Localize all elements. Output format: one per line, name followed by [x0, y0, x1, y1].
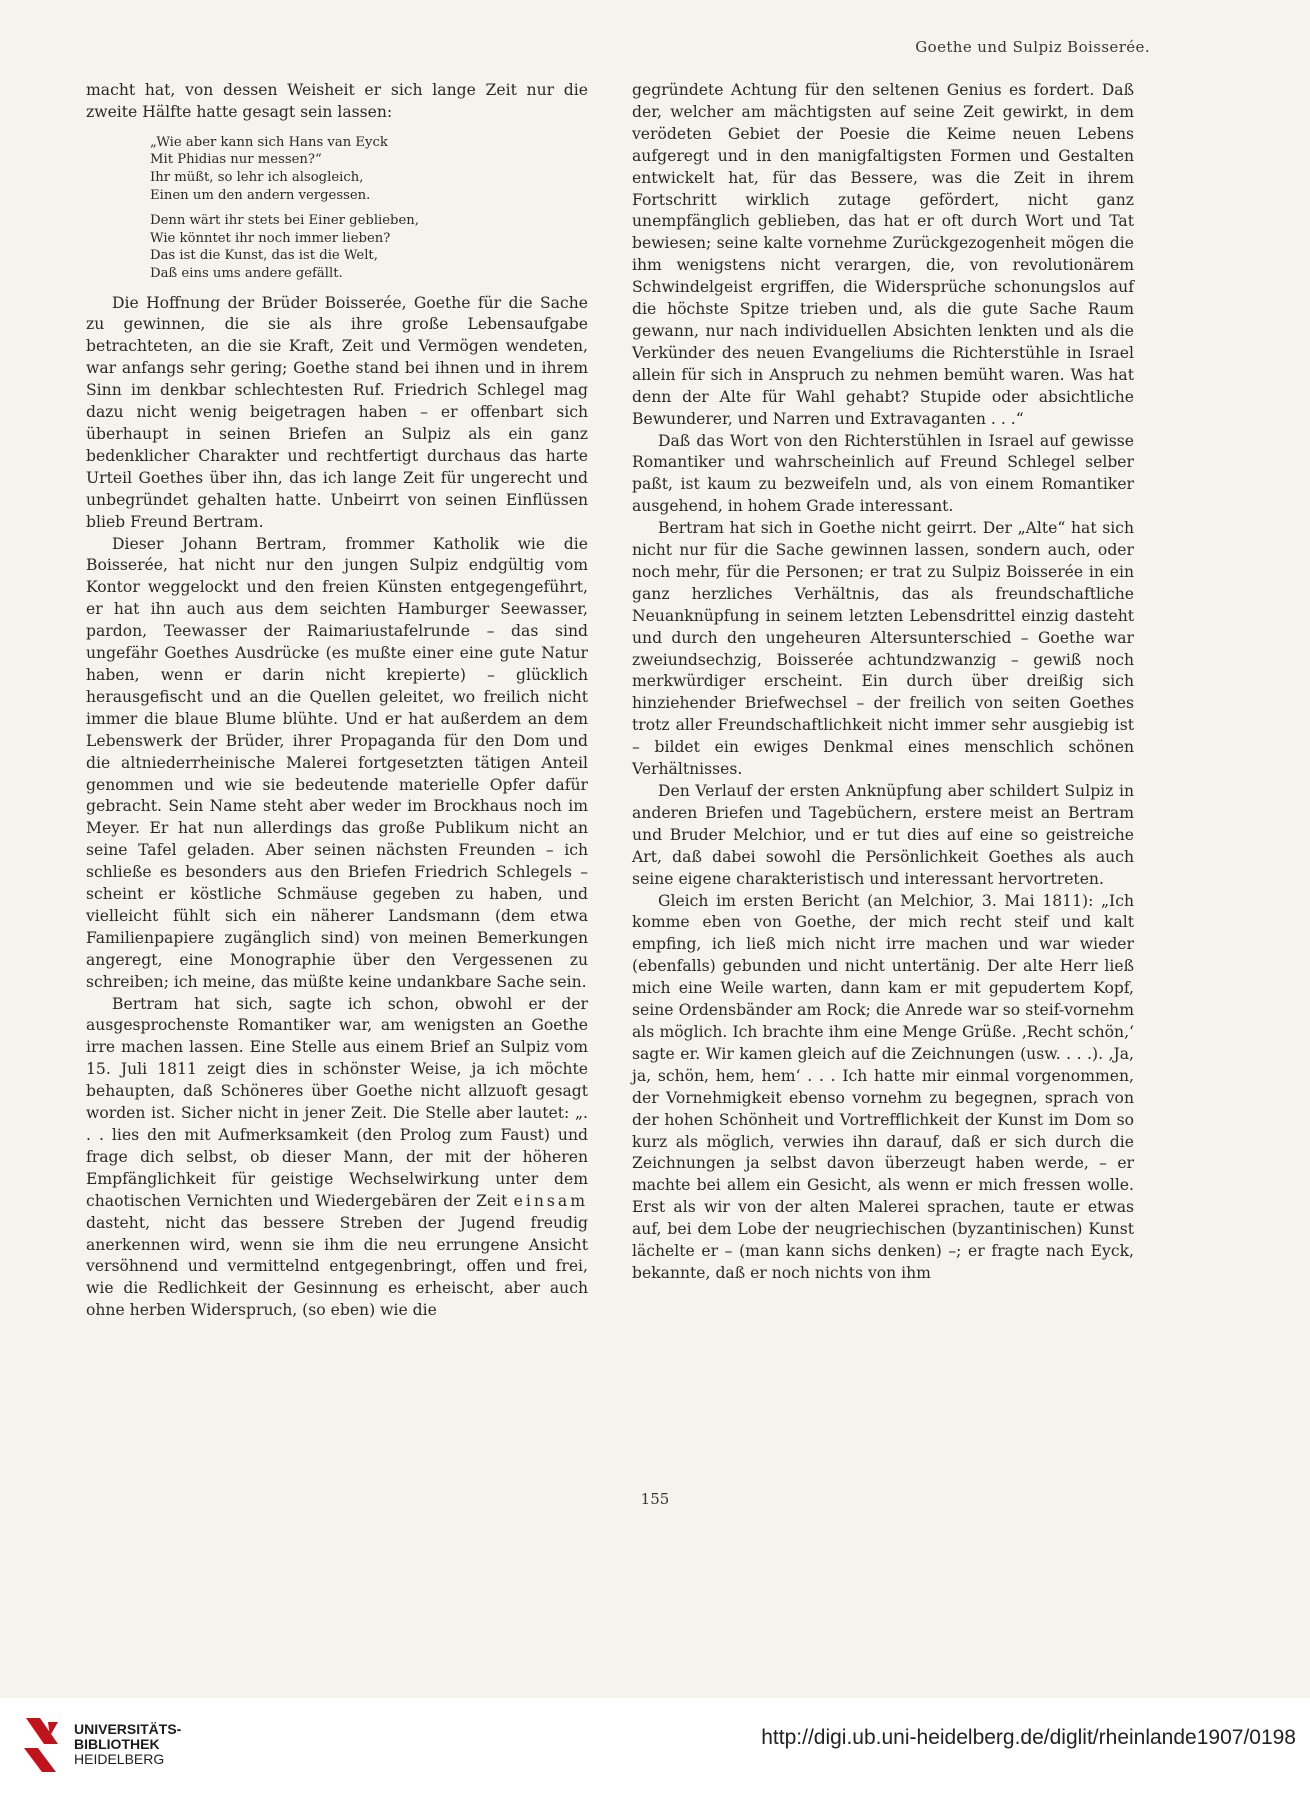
poem-line: Ihr müßt, so lehr ich alsogleich,	[150, 170, 364, 185]
poem-line: Wie könntet ihr noch immer lieben?	[150, 230, 391, 246]
poem	[150, 134, 588, 283]
left-intro-paragraph: macht hat, von dessen Weisheit er sich lange Zeit nur die zweite Hälfte hatte gesagt sein lassen:	[86, 81, 588, 121]
library-name-line: HEIDELBERG	[74, 1751, 165, 1767]
poem-stanza-2	[150, 212, 588, 282]
paragraph-text: Bertram hat sich, sagte ich schon, obwohl er der ausgesprochenste Romantiker war, am wenigsten an Goethe irre machen lassen. Eine Stelle aus einem Brief an Sulpiz vom 15. Juli 1811 zeigt dies in schönster Weise, ja ich möchte behaupten, daß Schöneres über Goethe nicht allzuoft gesagt worden ist. Sicher nicht in jener Zeit. Die Stelle aber lautet: „. . . lies den mit Aufmerksamkeit (den Prolog zum Faust) und frage dich selbst, ob dieser Mann, der mit der höheren Empfänglichkeit für geistige Wechselwirkung unter dem chaotischen Vernichten und Wiedergebären der Zeit	[86, 994, 588, 1210]
left-column	[86, 80, 588, 1322]
paragraph-text: dasteht, nicht das bessere Streben der Jugend freudig anerkennen wird, wenn sie ihm die neu errungene Ansicht versöhnend und vermittelnd entgegenbringt, offen und frei, wie die Redlichkeit der Gesinnung es erheischt, aber auch ohne herben Widerspruch, (so eben) wie die	[86, 1213, 588, 1320]
library-name-line: UNIVERSITÄTS-	[74, 1721, 182, 1737]
university-library-logo-icon	[18, 1714, 64, 1776]
page-number: 155	[640, 1490, 670, 1508]
paragraph: Gleich im ersten Bericht (an Melchior, 3. Mai 1811): „Ich komme eben von Goethe, der mich recht steif und kalt empfing, ich ließ mich nicht irre machen und war wieder (ebenfalls) gebunden und nicht untertänig. Der alte Herr ließ mich eine Weile warten, dann kam er mit gepudertem Kopf, seine Ordensbänder am Rock; die Anrede war so steif-vornehm als möglich. Ich brachte ihm eine Menge Grüße. ‚Recht schön,‘ sagte er. Wir kamen gleich auf die Zeichnungen (usw. . . .). ‚Ja, ja, schön, hem, hem‘ . . . Ich hatte mir einmal vorgenommen, der Vornehmigkeit ebenso vornehm zu begegnen, sprach von der hohen Schönheit und Vortrefflichkeit der Kunst im Dom so kurz als möglich, verwies ihn darauf, daß er sich durch die Zeichnungen ja selbst davon überzeugt haben werde, – er machte bei allem ein Gesicht, als wenn er mich fressen wolle. Erst als wir von der alten Malerei sprachen, taute er etwas auf, bei dem Lobe der neugriechischen (byzantinischen) Kunst lächelte er – (man kann sichs denken) –; er fragte nach Eyck, bekannte, daß er noch nichts von ihm	[632, 891, 1134, 1282]
source-url-link[interactable]: http://digi.ub.uni-heidelberg.de/diglit/rheinlande1907/0198	[761, 1726, 1296, 1749]
library-name-line: BIBLIOTHEK	[74, 1736, 160, 1752]
paragraph: Dieser Johann Bertram, frommer Katholik wie die Boisserée, hat nicht nur den jungen Sulpiz endgültig vom Kontor weggelockt und den freien Künsten entgegengeführt, er hat ihn auch aus dem seichten Hamburger Seewasser, pardon, Teewasser der Raimariustafelrunde – das sind ungefähr Goethes Ausdrücke (es mußte einer eine gute Natur haben, wenn er darin nicht krepierte) – glücklich herausgefischt und an die Quellen geleitet, wo freilich nicht immer die blaue Blume blühte. Und er hat außerdem an dem Lebenswerk der Brüder, ihrer Propaganda für den Dom und die altniederrheinische Malerei fortgesetzten tätigen Anteil genommen und wie sie bedeutende materielle Opfer dafür gebracht. Sein Name steht aber weder im Brockhaus noch im Meyer. Er hat nun allerdings das große Publikum nicht an seine Tafel geladen. Aber seinen nächsten Freunden – ich schließe es besonders aus den Briefen Friedrich Schlegels – scheint er köstliche Schmäuse gegeben zu haben, und vielleicht fühlt sich ein näherer Landsmann (dem etwa Familienpapiere zugänglich sind) von meinen Bemerkungen angeregt, eine Monographie über den Vergessenen zu schreiben; ich meine, das müßte keine undankbare Sache sein.	[86, 534, 588, 991]
footer-bar	[0, 1698, 1310, 1793]
poem-line: Einen um den andern vergessen.	[150, 187, 371, 203]
poem-line: Daß eins ums andere gefällt.	[150, 265, 343, 281]
paragraph	[86, 994, 588, 1323]
paragraph: gegründete Achtung für den seltenen Genius es fordert. Daß der, welcher am mächtigsten auf seine Zeit gewirkt, in dem verödeten Gebiet der Poesie die Keime neuen Lebens aufgeregt und in den manigfaltigsten Formen und Gestalten entwickelt hat, für das Bessere, was die Zeit in ihrem Fortschritt wirklich zutage gefördert, nicht ganz unempfänglich geblieben, das hat er oft durch Wort und Tat bewiesen; seine kalte vornehme Zurückgezogenheit mögen die ihm wenigstens nicht verargen, die, von revolutionärem Schwindelgeist ergriffen, die Widersprüche schonungslos auf die höchste Spitze trieben und, als die gute Sache Raum gewann, nur nach individuellen Absichten lenkten und als die Verkünder des neuen Evangeliums die Richterstühle in Israel allein für sich in Anspruch zu nehmen bemüht waren. Was hat denn der Alte für Wahl gehabt? Stupide oder absichtliche Bewunderer, und Narren und Extravaganten . . .“	[632, 81, 1134, 428]
right-column	[632, 80, 1134, 1285]
poem-line: Das ist die Kunst, das ist die Welt,	[150, 248, 378, 264]
paragraph: Bertram hat sich in Goethe nicht geirrt. Der „Alte“ hat sich nicht nur für die Sache gewinnen lassen, sondern auch, oder noch mehr, für die Personen; er trat zu Sulpiz Boisserée in ein ganz herzliches Verhältnis, das als freundschaftliche Neuanknüpfung in seinem letzten Lebensdrittel einzig dasteht und durch den ungeheuren Altersunterschied – Goethe war zweiundsechzig, Boisserée achtundzwanzig – gewiß noch merkwürdiger erscheint. Ein durch über dreißig sich hinziehender Briefwechsel – der freilich von seiten Goethes trotz aller Freundschaftlichkeit nicht immer sehr ausgiebig ist – bildet ein ewiges Denkmal eines menschlich schönen Verhältnisses.	[632, 519, 1134, 779]
poem-line: Mit Phidias nur messen?“	[150, 152, 322, 168]
poem-stanza-1	[150, 134, 588, 204]
paragraph: Die Hoffnung der Brüder Boisserée, Goethe für die Sache zu gewinnen, die sie als ihre große Lebensaufgabe betrachteten, an die sie Kraft, Zeit und Vermögen wendeten, war anfangs sehr gering; Goethe stand bei ihnen und in ihrem Sinn im denkbar schlechtesten Ruf. Friedrich Schlegel mag dazu nicht wenig beigetragen haben – er offenbart sich überhaupt in seinen Briefen an Sulpiz als ein ganz bedenklicher Charakter und rechtfertigt durchaus das harte Urteil Goethes über ihn, das ich lange Zeit für ungerecht und unbegründet gehalten hatte. Unbeirrt von seinen Einflüssen blieb Freund Bertram.	[86, 293, 588, 531]
poem-line: „Wie aber kann sich Hans van Eyck	[150, 134, 388, 150]
paragraph: Daß das Wort von den Richterstühlen in Israel auf gewisse Romantiker und wahrscheinlich auf Freund Schlegel selber paßt, ist kaum zu bezweifeln und, als von einem Romantiker ausgehend, in hohem Grade interessant.	[632, 431, 1134, 516]
poem-line: Denn wärt ihr stets bei Einer geblieben,	[150, 213, 419, 229]
running-head: Goethe und Sulpiz Boisserée.	[915, 38, 1150, 56]
emphasized-word: einsam	[513, 1191, 588, 1210]
paragraph: Den Verlauf der ersten Anknüpfung aber schildert Sulpiz in anderen Briefen und Tagebüchern, erstere meist an Bertram und Bruder Melchior, und er tut dies auf eine so geistreiche Art, daß dabei sowohl die Persönlichkeit Goethes als auch seine eigene charakteristisch und interessant hervortreten.	[632, 782, 1134, 888]
library-name	[74, 1722, 181, 1767]
